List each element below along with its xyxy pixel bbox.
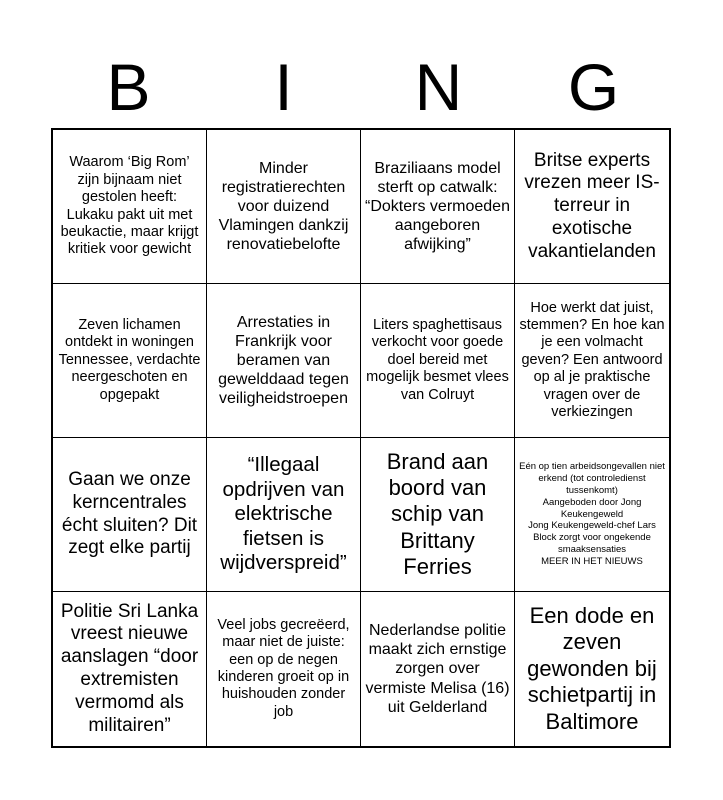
cell-text: Brand aan boord van schip van Brittany Ferries (386, 448, 489, 580)
bingo-cell[interactable] (515, 592, 669, 746)
cell-text: Nederlandse politie maakt zich ernstige zorgen over vermiste Melisa (16) uit Gelderland (365, 622, 510, 716)
bingo-cell[interactable] (207, 438, 361, 592)
cell-text: Liters spaghettisaus verkocht voor goede doel bereid met mogelijk besmet vlees van Colruyt (366, 317, 509, 403)
header-letter-g: G (567, 50, 620, 124)
bingo-cell[interactable] (207, 130, 361, 284)
cell-text: Gaan we onze kerncentrales écht sluiten? Dit zegt elke partij (61, 468, 198, 559)
bingo-cell[interactable] (361, 438, 515, 592)
cell-text: Een dode en zeven gewonden bij schietpartij in Baltimore (527, 603, 657, 734)
cell-line: Aangeboden door Jong Keukengeweld (542, 496, 642, 520)
bingo-cell[interactable] (207, 592, 361, 746)
cell-text: Politie Sri Lanka vreest nieuwe aanslagen “door extremisten vermomd als militairen” (60, 600, 199, 736)
bingo-cell[interactable] (53, 284, 207, 438)
bingo-cell[interactable] (53, 438, 207, 592)
bingo-cell[interactable] (53, 130, 207, 284)
bingo-cell[interactable] (361, 130, 515, 284)
cell-line: Eén op tien arbeidsongevallen niet erkend (tot controledienst tussenkomt) (519, 461, 665, 496)
cell-text-block (519, 461, 665, 568)
header-letter-b: B (106, 50, 151, 124)
bingo-header (51, 52, 671, 122)
cell-text: “Illegaal opdrijven van elektrische fietsen is wijdverspreid” (220, 453, 347, 575)
cell-line: MEER IN HET NIEUWS (541, 556, 643, 568)
bingo-cell[interactable] (515, 284, 669, 438)
cell-text: Britse experts vrezen meer IS-terreur in exotische vakantielanden (524, 149, 660, 262)
header-letter-n: N (414, 50, 463, 124)
cell-text: Arrestaties in Frankrijk voor beramen van gewelddaad tegen veiligheidstroepen (218, 313, 349, 408)
cell-text: Waarom ‘Big Rom’ zijn bijnaam niet gestolen heeft: Lukaku pakt uit met beukactie, maar krijgt kritiek voor gewicht (60, 154, 199, 258)
bingo-cell[interactable] (53, 592, 207, 746)
bingo-cell[interactable] (361, 284, 515, 438)
cell-text: Braziliaans model sterft op catwalk: “Dokters vermoeden aangeboren afwijking” (365, 159, 510, 254)
bingo-cell[interactable] (207, 284, 361, 438)
bingo-grid (51, 128, 671, 748)
header-letter-i: I (274, 50, 293, 124)
bingo-cell[interactable] (515, 438, 669, 592)
cell-text: Zeven lichamen ontdekt in woningen Tennessee, verdachte neergeschoten en opgepakt (58, 317, 201, 403)
cell-line: Jong Keukengeweld-chef Lars Block zorgt voor ongekende smaaksensaties (528, 520, 656, 556)
bingo-cell[interactable] (515, 130, 669, 284)
cell-text: Hoe werkt dat juist, stemmen? En hoe kan je een volmacht geven? Een antwoord op al je praktische vragen over de verkiezingen (519, 299, 665, 420)
cell-text: Minder registratierechten voor duizend Vlamingen dankzij renovatiebelofte (218, 159, 349, 254)
cell-text: Veel jobs gecreëerd, maar niet de juiste: een op de negen kinderen groeit op in huishouden zonder job (217, 616, 350, 720)
bingo-cell[interactable] (361, 592, 515, 746)
